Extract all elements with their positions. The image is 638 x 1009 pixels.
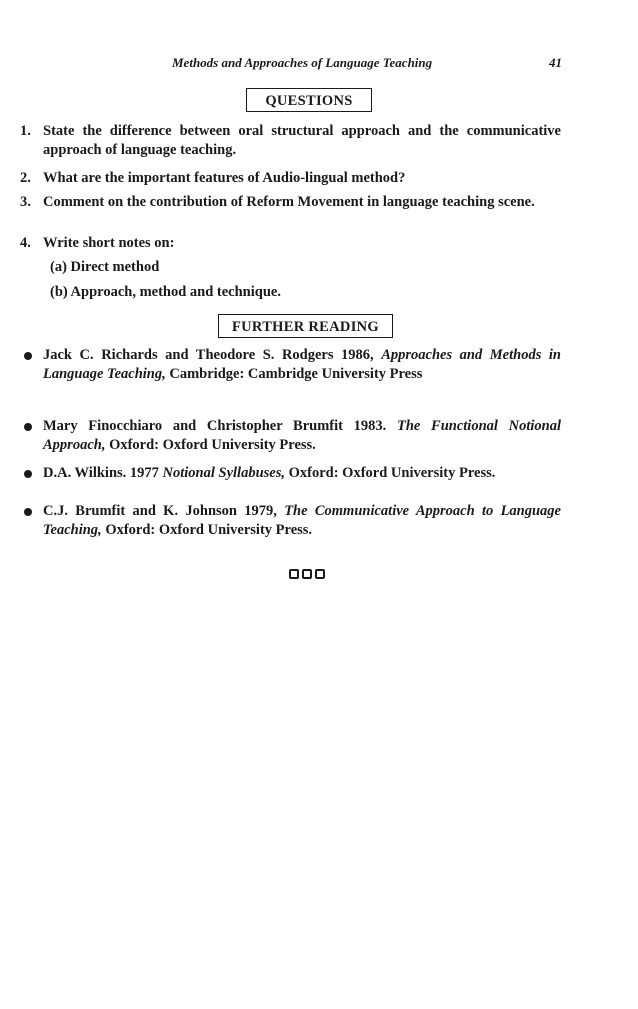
bullet-icon — [24, 423, 32, 431]
question-text: Comment on the contribution of Reform Movement in language teaching scene. — [43, 194, 535, 210]
reading-author: Jack C. Richards and Theodore S. Rodgers 1986, — [43, 347, 382, 363]
sub-item: (b) Approach, method and technique. — [50, 284, 281, 300]
reading-item — [43, 464, 561, 483]
reading-author: D.A. Wilkins. 1977 — [43, 465, 163, 481]
reading-publisher: Oxford: Oxford University Press. — [105, 437, 316, 453]
reading-author: C.J. Brumfit and K. Johnson 1979, — [43, 503, 285, 519]
reading-item — [43, 502, 561, 540]
reading-title: Notional Syllabuses, — [162, 465, 285, 481]
question-number: 1. — [20, 123, 31, 139]
running-head — [172, 55, 562, 75]
question-text: What are the important features of Audio-lingual method? — [43, 170, 406, 186]
end-of-chapter-marks — [289, 566, 328, 580]
question-number: 2. — [20, 170, 31, 186]
sub-item: (a) Direct method — [50, 259, 160, 275]
reading-item — [43, 417, 561, 455]
reading-publisher: Oxford: Oxford University Press. — [285, 465, 496, 481]
reading-publisher: Cambridge: Cambridge University Press — [165, 366, 423, 382]
bullet-icon — [24, 352, 32, 360]
square-icon — [302, 569, 312, 579]
question-text: State the difference between oral structural approach and the communicative approach of language teaching. — [43, 123, 561, 158]
reading-title: The Functional Notional Approach, — [43, 418, 561, 453]
bullet-icon — [24, 470, 32, 478]
further-reading-heading: FURTHER READING — [218, 314, 393, 338]
questions-heading: QUESTIONS — [246, 88, 372, 112]
page-number: 41 — [549, 55, 562, 70]
reading-author: Mary Finocchiaro and Christopher Brumfit 1983. — [43, 418, 397, 434]
running-head-title: Methods and Approaches of Language Teaching — [172, 55, 433, 70]
reading-title: Approaches and Methods in Language Teaching, — [43, 347, 561, 382]
reading-publisher: Oxford: Oxford University Press. — [101, 522, 313, 538]
question-number: 3. — [20, 194, 31, 210]
square-icon — [289, 569, 299, 579]
question-number: 4. — [20, 235, 31, 251]
question-text: Write short notes on: — [43, 235, 175, 251]
square-icon — [315, 569, 325, 579]
reading-title: The Communicative Approach to Language Teaching, — [43, 503, 561, 538]
bullet-icon — [24, 508, 32, 516]
reading-item — [43, 346, 561, 384]
